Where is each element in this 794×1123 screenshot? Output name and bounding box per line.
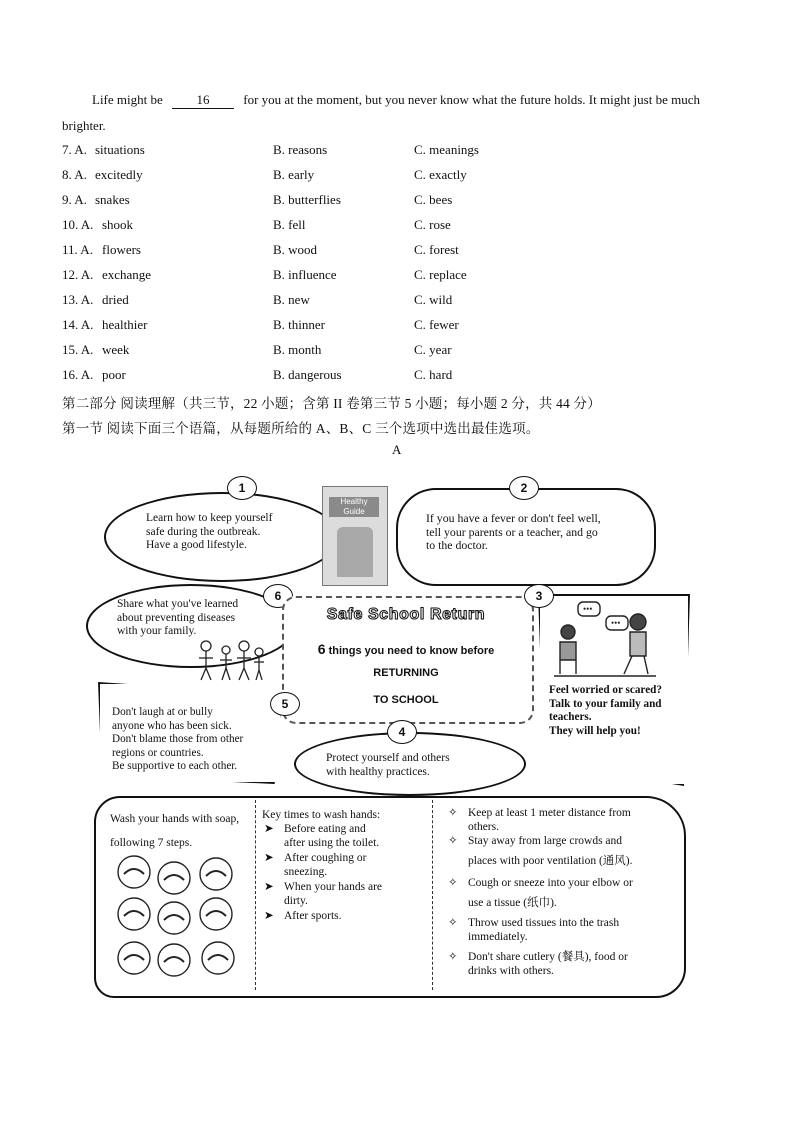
key-time-item: When your hands are <box>284 881 383 893</box>
option-b: B. thinner <box>273 317 325 332</box>
practice-item-line: Cough or sneeze into your elbow or <box>468 877 633 889</box>
passage-line-1 <box>92 92 700 109</box>
tip-4-text <box>326 752 450 779</box>
divider <box>432 800 433 990</box>
tip-2-line: tell your parents or a teacher, and go <box>426 524 598 539</box>
tip-2-text <box>426 512 601 553</box>
tip-5-text <box>112 706 243 774</box>
option-b: B. wood <box>273 242 318 257</box>
option-c: C. exactly <box>414 167 467 182</box>
book-figure-icon <box>337 527 373 577</box>
tip-1-line: safe during the outbreak. <box>146 525 261 538</box>
practice-item-line: Keep at least 1 meter distance from <box>468 807 631 819</box>
book-label: Healthy Guide <box>329 497 379 517</box>
tip-5-number: 5 <box>270 692 300 716</box>
tip-5-line: anyone who has been sick. <box>112 719 232 732</box>
key-time-item: sneezing. <box>284 866 328 878</box>
star-bullet-icon: ✧ <box>448 951 458 963</box>
tip-4-line: Protect yourself and others <box>326 752 450 764</box>
subtitle-text: things you need to know before <box>328 645 495 657</box>
tip-3-line: Feel worried or scared? <box>549 684 662 696</box>
question-number: 8. A. <box>62 167 87 182</box>
key-time-item: dirty. <box>284 895 308 907</box>
passage-label: A <box>392 442 402 457</box>
poster-title: Safe School Return <box>326 606 486 623</box>
option-a: poor <box>102 367 126 382</box>
tip-3-line: Talk to your family and <box>549 697 662 710</box>
option-a: dried <box>102 292 129 307</box>
option-a: flowers <box>102 242 141 257</box>
healthy-guide-book-image <box>322 486 388 586</box>
section-1-instruction: 第一节 阅读下面三个语篇，从每题所给的 A、B、C 三个选项中选出最佳选项。 <box>62 421 540 436</box>
tip-3-line: They will help you! <box>549 724 641 737</box>
practice-item-line: Don't share cutlery (餐具), food or <box>468 951 628 963</box>
star-bullet-icon: ✧ <box>448 807 458 819</box>
key-time-item: After coughing or <box>284 852 367 864</box>
option-a: excitedly <box>95 167 143 182</box>
tip-6-line: Share what you've learned <box>117 598 239 610</box>
tip-1-line: Have a good lifestyle. <box>146 539 247 551</box>
question-number: 7. A. <box>62 142 87 157</box>
option-b: B. month <box>273 342 322 357</box>
option-a: week <box>102 342 130 357</box>
option-b: B. influence <box>273 267 337 282</box>
option-b: B. new <box>273 292 310 307</box>
key-time-item: Before eating and <box>284 823 366 835</box>
family-icon <box>196 636 266 684</box>
tip-5-line: Be supportive to each other. <box>112 760 238 772</box>
question-number: 10. A. <box>62 217 94 232</box>
practice-item-line: drinks with others. <box>468 965 554 977</box>
question-number: 14. A. <box>62 317 94 332</box>
option-b: B. butterflies <box>273 192 341 207</box>
question-number: 13. A. <box>62 292 94 307</box>
question-number: 11. A. <box>62 242 93 257</box>
arrow-bullet-icon: ➤ <box>264 823 274 835</box>
option-b: B. early <box>273 167 315 182</box>
practice-item-line: use a tissue (纸巾). <box>468 897 557 909</box>
option-a: healthier <box>102 317 148 332</box>
key-time-item: after using the toilet. <box>284 837 380 849</box>
question-number: 9. A. <box>62 192 87 207</box>
option-c: C. meanings <box>414 142 479 157</box>
tip-3-line: teachers. <box>549 711 592 723</box>
poster-subtitle-1: 6 things you need to know before <box>317 641 495 657</box>
passage-line-2: brighter. <box>62 118 106 133</box>
tip-3-text <box>549 684 662 738</box>
option-a: situations <box>95 142 145 157</box>
wash-line: following 7 steps. <box>110 837 193 849</box>
tip-2-number: 2 <box>509 476 539 500</box>
poster-subtitle-3: TO SCHOOL <box>373 694 439 706</box>
tip-6-text <box>117 598 238 639</box>
option-a: snakes <box>95 192 130 207</box>
tip-3-number: 3 <box>524 584 554 608</box>
tip-1-line: Learn how to keep yourself <box>146 512 273 524</box>
option-c: C. wild <box>414 292 453 307</box>
star-bullet-icon: ✧ <box>448 877 458 889</box>
passage-text: Life might be <box>92 92 163 107</box>
practice-item-line: immediately. <box>468 931 528 943</box>
option-b: B. fell <box>273 217 306 232</box>
option-c: C. forest <box>414 242 459 257</box>
blank-16: 16 <box>172 92 234 109</box>
passage-text: for you at the moment, but you never know what the future holds. It might just be much <box>243 92 700 107</box>
option-a: exchange <box>102 267 152 282</box>
arrow-bullet-icon: ➤ <box>264 910 274 922</box>
option-c: C. year <box>414 342 452 357</box>
star-bullet-icon: ✧ <box>448 917 458 929</box>
practice-item-line: Throw used tissues into the trash <box>468 917 620 929</box>
divider <box>255 800 256 990</box>
tip-2-line: If you have a fever or don't feel well, <box>426 511 601 525</box>
tip-2-line: to the doctor. <box>426 538 488 552</box>
wash-hands-text <box>110 812 239 850</box>
option-b: B. reasons <box>273 142 328 157</box>
key-time-item: After sports. <box>284 910 342 922</box>
tip-1-number: 1 <box>227 476 257 500</box>
option-a: shook <box>102 217 134 232</box>
practice-item-line: Stay away from large crowds and <box>468 835 623 847</box>
tip-4-line: with healthy practices. <box>326 765 430 778</box>
key-times-title: Key times to wash hands: <box>262 809 381 821</box>
star-bullet-icon: ✧ <box>448 835 458 847</box>
option-b: B. dangerous <box>273 367 342 382</box>
question-number: 16. A. <box>62 367 94 382</box>
svg-text:•••: ••• <box>611 618 621 628</box>
tip-5-line: Don't laugh at or bully <box>112 706 213 718</box>
tip-6-line: about preventing diseases <box>117 611 236 624</box>
practice-item-line: others. <box>468 821 499 833</box>
option-c: C. replace <box>414 267 467 282</box>
svg-text:•••: ••• <box>583 604 593 614</box>
question-number: 15. A. <box>62 342 94 357</box>
arrow-bullet-icon: ➤ <box>264 852 274 864</box>
wash-line: Wash your hands with soap, <box>110 813 240 825</box>
tip-6-number: 6 <box>263 584 293 608</box>
section-2-heading: 第二部分 阅读理解（共三节，22 小题；含第 II 卷第三节 5 小题；每小题 2 分，共 44 分） <box>62 396 601 411</box>
tip-5-line: Don't blame those from other <box>112 733 244 745</box>
option-c: C. rose <box>414 217 451 232</box>
talking-people-icon <box>548 598 660 680</box>
question-number: 12. A. <box>62 267 94 282</box>
option-c: C. bees <box>414 192 453 207</box>
tip-5-line: regions or countries. <box>112 746 204 759</box>
tip-4-number: 4 <box>387 720 417 744</box>
practice-item-line: places with poor ventilation (通风). <box>468 855 633 867</box>
tip-1-text <box>146 512 272 553</box>
poster-subtitle-2: RETURNING <box>373 667 439 679</box>
arrow-bullet-icon: ➤ <box>264 881 274 893</box>
option-c: C. fewer <box>414 317 459 332</box>
tip-6-line: with your family. <box>117 625 197 637</box>
option-c: C. hard <box>414 367 453 382</box>
hand-washing-steps-icon <box>114 852 244 982</box>
